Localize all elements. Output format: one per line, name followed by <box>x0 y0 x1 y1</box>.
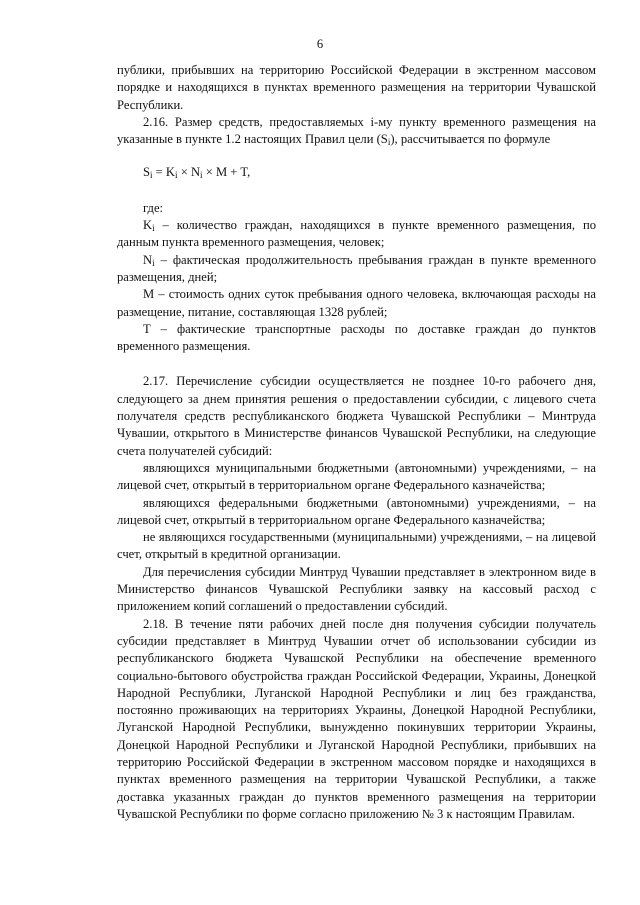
formula-rest: × M + T, <box>202 165 251 180</box>
paragraph-2-17-item-1: являющихся муниципальными бюджетными (автономными) учреждениями, – на лицевой счет, открытый в территориальном органе Федерального казначейства; <box>117 460 596 493</box>
paragraph-2-17: 2.17. Перечисление субсидии осуществляется не позднее 10-го рабочего дня, следующего за днем принятия решения о предоставлении субсидии, с лицевого счета получателя средств республиканского бюджета Чувашской Республики – Минтруда Чувашии, открытого в Министерстве финансов Чувашской Республики, на следующие счета получателей субсидий: <box>117 374 596 458</box>
subscript: i <box>387 137 391 148</box>
definition-n <box>117 252 596 287</box>
where-label: где: <box>143 200 164 215</box>
paragraph-2-18: 2.18. В течение пяти рабочих дней после дня получения субсидии получатель субсидии представляет в Минтруд Чувашии отчет об использовании субсидии из республиканского бюджета Чувашской Республики на обеспечение временного социально-бытового обустройства граждан Российской Федерации, Украины, Донецкой Народной Республики, Луганской Народной Республики и лиц без гражданства, постоянно проживающих на территориях Украины, Донецкой Народной Республики, Луганской Народной Республики, вынужденно покинувших территории Украины, Донецкой Народной Республики и Луганской Народной Республики, прибывших на территорию Российской Федерации в экстренном массовом порядке и находящихся в пунктах временного размещения на территории Чувашской Республики, а также доставка указанных граждан до пунктов временного размещения на территории Чувашской Республики по форме согласно приложению № 3 к настоящим Правилам. <box>117 616 596 821</box>
page-number: 6 <box>316 37 324 51</box>
text-run: – количество граждан, находящихся в пункте временного размещения, по данным пункта временного размещения, человек; <box>117 218 596 250</box>
paragraph-continuation: публики, прибывших на территорию Российской Федерации в экстренном массовом порядке и находящихся в пунктах временного размещения на территории Чувашской Республики. <box>117 63 596 112</box>
definition-m: M – стоимость одних суток пребывания одного человека, включающая расходы на размещение, питание, составляющая 1328 рублей; <box>117 287 596 319</box>
text-run: N <box>143 252 153 267</box>
text-run: ), рассчитывается по формуле <box>390 132 551 147</box>
formula-k: = K <box>152 165 176 180</box>
paragraph-2-17-item-2: являющихся федеральными бюджетными (автономными) учреждениями, – на лицевой счет, открытый в территориальном органе Федерального казначейства; <box>117 495 596 527</box>
subscript: i <box>152 257 155 268</box>
formula <box>117 164 596 181</box>
text-run: – фактическая продолжительность пребывания граждан в пункте временного размещения, дней; <box>117 252 596 284</box>
text-run: 2.16. Размер средств, предоставляемых i-му пункту временного размещения на указанные в пункте 1.2 настоящих Правил цели (S <box>117 114 596 147</box>
document-body <box>117 62 596 823</box>
subscript: i <box>152 223 155 234</box>
formula-s: S <box>143 165 151 180</box>
subscript: i <box>175 170 178 181</box>
formula-n: × N <box>177 165 201 180</box>
text-run: K <box>143 218 153 233</box>
paragraph-2-17-request: Для перечисления субсидии Минтруд Чувашии представляет в электронном виде в Министерство финансов Чувашской Республики заявку на кассовый расход с приложением копий соглашений о предоставлении субсидий. <box>117 564 596 614</box>
spacer <box>117 355 596 373</box>
definition-t: T – фактические транспортные расходы по доставке граждан до пунктов временного размещения. <box>117 321 596 354</box>
paragraph-2-17-item-3: не являющихся государственными (муниципальными) учреждениями, – на лицевой счет, открытый в кредитной организации. <box>117 530 596 562</box>
definition-k <box>117 217 596 252</box>
subscript: i <box>150 170 153 181</box>
paragraph-2-16 <box>117 114 596 149</box>
subscript: i <box>200 170 203 181</box>
